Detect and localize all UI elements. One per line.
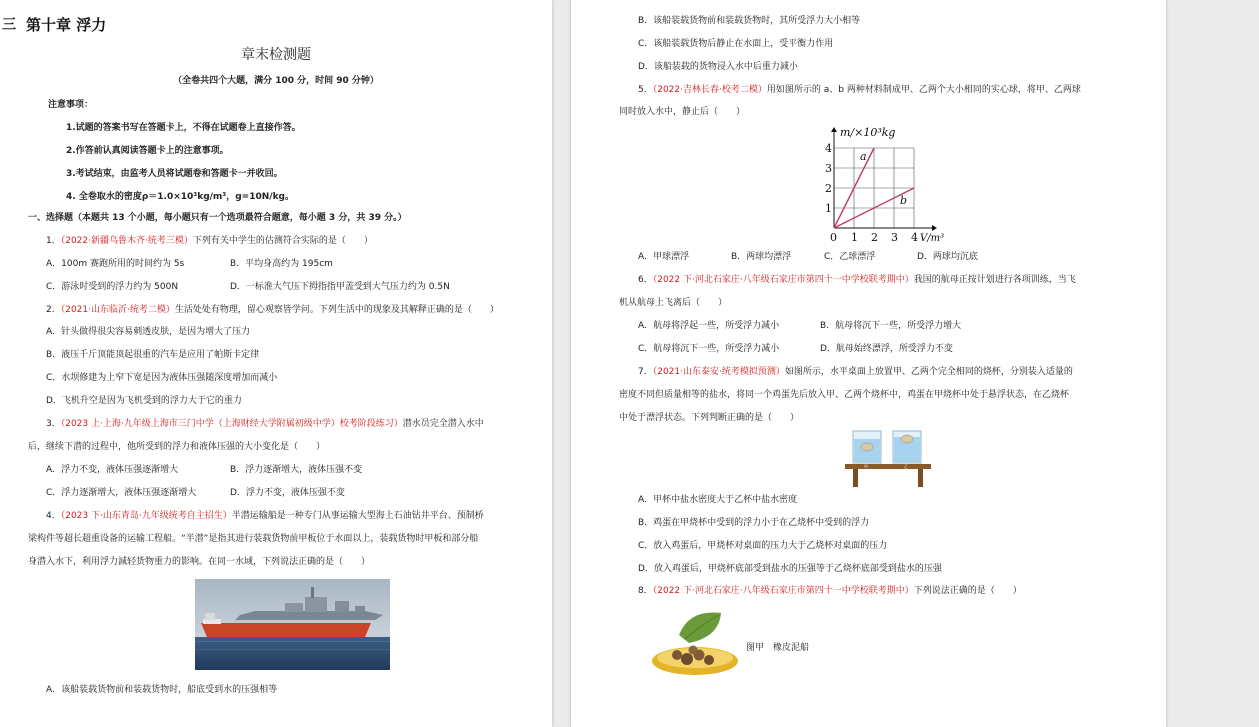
question-text: 如图所示，水平桌面上放置甲、乙两个完全相同的烧杯，分别装入适量的 [784,367,1073,377]
option-a: A．甲球漂浮 [638,252,690,262]
option-d: D．一标准大气压下拇指指甲盖受到大气压力约为 0.5N [230,282,450,292]
question-number: 5． [638,85,653,95]
option-b: B．鸡蛋在甲烧杯中受到的浮力小于在乙烧杯中受到的浮力 [638,518,870,528]
option-b: B．液压千斤顶能顶起很重的汽车是应用了帕斯卡定律 [46,350,260,360]
question-source: （2022·新疆乌鲁木齐·统考三模） [60,236,193,246]
option-d: D．浮力不变，液体压强不变 [230,488,345,498]
question-4 [46,510,484,522]
beaker-jia [853,431,881,463]
figure-caption: 图甲 橡皮泥船 [746,643,810,653]
question-number: 6． [638,275,653,285]
question-text: 后，继续下潜的过程中，他所受到的浮力和液体压强的大小变化是（ ） [28,442,326,452]
y-tick-label: 1 [825,202,832,215]
x-tick-label: 4 [911,231,918,244]
beakers-on-table-illustration [843,427,933,489]
notice-item: 3.考试结束，由监考人员将试题卷和答题卡一并收回。 [66,169,283,179]
question-text: 用如图所示的 a、b 两种材料制成甲、乙两个大小相同的实心球，将甲、乙两球 [766,85,1081,95]
notice-item: 1.试题的答案书写在答题卡上，不得在试题卷上直接作答。 [66,123,301,133]
graph-axes [831,127,937,231]
question-text: 密度不同但质量相等的盐水，将同一个鸡蛋先后放入甲、乙两个烧杯中，鸡蛋在甲烧杯中处于悬浮状态，在乙烧杯 [619,390,1070,400]
question-number: 8． [638,586,653,596]
question-source: （2022·吉林长春·校考二模） [652,85,767,95]
clay-ball [704,655,714,665]
document-page-left [0,0,552,727]
question-2 [46,304,499,316]
question-6 [638,274,1076,286]
option-b: B．两球均漂浮 [731,252,792,262]
chapter-marker: 三 [2,17,16,33]
mass-volume-graph [811,124,951,244]
beaker-yi [893,431,921,463]
question-1 [46,235,373,247]
option-d: D．两球均沉底 [917,252,978,262]
question-number: 3． [46,419,61,429]
option-b: B．航母将沉下一些，所受浮力增大 [820,321,962,331]
question-text: 潜水员完全潜入水中 [402,419,484,429]
option-b: B．浮力逐渐增大，液体压强不变 [230,465,363,475]
option-c: C．该船装载货物后静止在水面上，受平衡力作用 [638,39,834,49]
exam-subtitle: （全卷共四个大题，满分 100 分，时间 90 分钟） [173,76,379,86]
question-text: 中处于漂浮状态。下列判断正确的是（ ） [619,413,800,423]
question-text: 生活处处有物理，留心观察皆学问。下列生活中的现象及其解释正确的是（ ） [174,305,499,315]
option-a: A．浮力不变，液体压强逐渐增大 [46,465,179,475]
question-text: 下列说法正确的是（ ） [913,586,1022,596]
y-tick-label: 3 [825,162,832,175]
option-b: B．该船装载货物前和装载货物时，其所受浮力大小相等 [638,16,861,26]
question-source: （2021·山东泰安·统考模拟预测） [652,367,785,377]
egg [861,443,873,451]
y-axis-label: m/×10³kg [840,126,896,139]
option-a: A．航母将浮起一些，所受浮力减小 [638,321,780,331]
semi-submersible-ship-photo [195,579,390,670]
question-text: 身潜入水下，利用浮力減轻货物重力的影响。在同一水域，下列说法正确的是（ ） [28,557,371,567]
option-c: C．乙球漂浮 [824,252,876,262]
notice-item: 4. 全卷取水的密度ρ＝1.0×10³kg/m³，g=10N/kg。 [66,192,294,202]
option-d: D．飞机升空是因为飞机受到的浮力大于它的重力 [46,396,242,406]
x-tick-label: 1 [851,231,858,244]
table-top [845,464,931,469]
question-text: 机从航母上飞离后（ ） [619,298,728,308]
clay-ball [681,653,693,665]
line-b-label: b [900,194,908,207]
x-axis-arrow [932,225,937,231]
document-page-right [571,0,1166,727]
question-text: 下列有关中学生的估测符合实际的是（ ） [192,236,373,246]
y-axis-arrow [831,127,837,132]
option-a: A．甲杯中盐水密度大于乙杯中盐水密度 [638,495,798,505]
option-c: C．水坝修建为上窄下宽是因为液体压强随深度增加而减小 [46,373,278,383]
line-a-label: a [860,150,867,163]
clay-ball [672,650,682,660]
question-number: 1． [46,236,61,246]
question-3 [46,418,484,430]
option-b: B．平均身高约为 195cm [230,259,333,269]
option-d: D．该船装载的货物浸入水中后重力减小 [638,62,798,72]
label-yi: 乙 [904,464,908,469]
x-tick-label: 3 [891,231,898,244]
option-c: C．航母将沉下一些，所受浮力减小 [638,344,780,354]
question-7 [638,366,1073,378]
origin-label: 0 [830,231,837,244]
label-jia: 甲 [864,464,868,469]
question-text: 同时放入水中，静止后（ ） [619,107,746,117]
egg [901,435,913,443]
graph-labels [825,126,944,244]
option-c: C．放入鸡蛋后，甲烧杯对桌面的压力大于乙烧杯对桌面的压力 [638,541,888,551]
section-heading: 一、选择题（本题共 13 个小题，每小题只有一个选项最符合题意，每小题 3 分，共 39 分。） [28,213,407,223]
question-text: 我国的航母正按计划进行各项训练，当飞 [913,275,1076,285]
notice-heading: 注意事项： [48,100,94,110]
option-d: D．航母始终漂浮，所受浮力不变 [820,344,953,354]
question-source: （2022 下·河北石家庄·八年级石家庄市第四十一中学校联考期中） [652,275,914,285]
x-axis-label: V/m³ [920,233,945,244]
y-tick-label: 4 [825,142,832,155]
chapter-title: 第十章 浮力 [26,16,107,34]
question-5 [638,84,1081,96]
question-text: 半潜运输船是一种专门从事运输大型海上石油钻井平台、预制桥 [231,511,484,521]
clay-ball [689,646,698,655]
option-c: C．浮力逐渐增大，液体压强逐渐增大 [46,488,197,498]
y-tick-label: 2 [825,182,832,195]
exam-title: 章末检测题 [241,47,311,63]
option-a: A．针头做得很尖容易刺透皮肤，是因为增大了压力 [46,327,251,337]
option-c: C．游泳时受到的浮力约为 500N [46,282,179,292]
question-source: （2022 下·河北石家庄·八年级石家庄市第四十一中学校联考期中） [652,586,914,596]
question-number: 2． [46,305,61,315]
x-tick-label: 2 [871,231,878,244]
option-d: D．放入鸡蛋后，甲烧杯底部受到盐水的压强等于乙烧杯底部受到盐水的压强 [638,564,942,574]
option-a: A．该船装载货物前和装载货物时，船底受到水的压强相等 [46,685,278,695]
question-source: （2021·山东临沂·统考二模） [60,305,175,315]
question-number: 7． [638,367,653,377]
question-number: 4． [46,511,61,521]
question-text: 梁构件等超长超重设备的运输工程船。“半潜”是指其进行装载货物前甲板位于水面以上，装载货物时甲板和部分船 [28,534,479,544]
notice-item: 2.作答前认真阅读答题卡上的注意事项。 [66,146,229,156]
question-source: （2023 下·山东青岛·九年级统考自主招生） [60,511,232,521]
question-source: （2023 上·上海·九年级上海市三门中学（上海财经大学附属初级中学）校考阶段练习） [60,419,403,429]
option-a: A．100m 赛跑所用的时间约为 5s [46,259,185,269]
clay-boat-illustration [649,605,741,679]
graph-grid [834,148,914,228]
question-8 [638,585,1022,597]
